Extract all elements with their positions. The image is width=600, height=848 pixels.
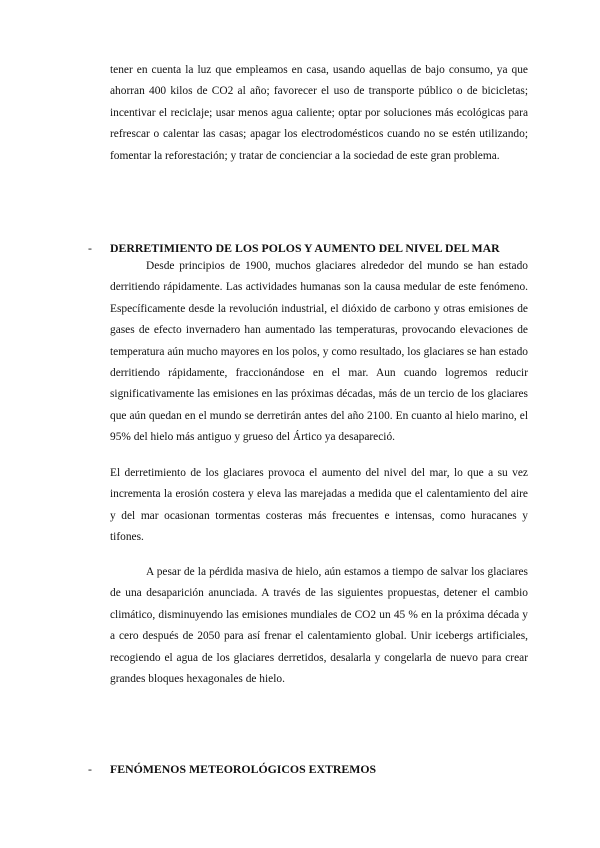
heading-bullet: - [88, 762, 92, 776]
paragraph-sea-level-rise: El derretimiento de los glaciares provoca el aumento del nivel del mar, lo que a su vez incrementa la erosión costera y eleva las marejadas a medida que el calentamiento del aire y del mar ocasionan tormentas costeras más frecuentes e intensas, como huracanes y tifones. [110, 467, 528, 544]
paragraph-glaciers-melting: Desde principios de 1900, muchos glaciares alrededor del mundo se han estado derritiendo rápidamente. Las actividades humanas son la causa medular de este fenómeno. Específicamente desde la revolución industrial, el dióxido de carbono y otras emisiones de gases de efecto invernadero han aumentado las temperaturas, provocando elevaciones de temperatura aún mucho mayores en los polos, y como resultado, los glaciares se han estado derritiendo rápidamente, fraccionándose en el mar. Aun cuando logremos reducir significativamente las emisiones en las próximas décadas, más de un tercio de los glaciares que aún quedan en el mundo se derretirán antes del año 2100. En cuanto al hielo marino, el 95% del hielo más antiguo y grueso del Ártico ya desapareció. [110, 260, 528, 444]
heading-bullet: - [88, 241, 92, 255]
heading-text: FENÓMENOS METEOROLÓGICOS EXTREMOS [110, 762, 377, 776]
paragraph-proposals: A pesar de la pérdida masiva de hielo, aún estamos a tiempo de salvar los glaciares de una desaparición anunciada. A través de las siguientes propuestas, detener el cambio climático, disminuyendo las emisiones mundiales de CO2 un 45 % en la próxima década y a cero después de 2050 para así frenar el calentamiento global. Unir icebergs artificiales, recogiendo el agua de los glaciares derretidos, desalarla y congelarla de nuevo para crear grandes bloques hexagonales de hielo. [110, 566, 528, 686]
section-heading-extreme-weather [88, 761, 548, 777]
paragraph-measures-intro: tener en cuenta la luz que empleamos en casa, usando aquellas de bajo consumo, ya que ahorran 400 kilos de CO2 al año; favorecer el uso de transporte público o de bicicletas; incentivar el reciclaje; usar menos agua caliente; optar por soluciones más ecológicas para refrescar o calentar las casas; apagar los electrodomésticos cuando no se estén utilizando; fomentar la reforestación; y tratar de concienciar a la sociedad de este gran problema. [110, 64, 528, 162]
heading-text: DERRETIMIENTO DE LOS POLOS Y AUMENTO DEL NIVEL DEL MAR [110, 241, 500, 255]
section-heading-melting-poles [88, 240, 548, 256]
